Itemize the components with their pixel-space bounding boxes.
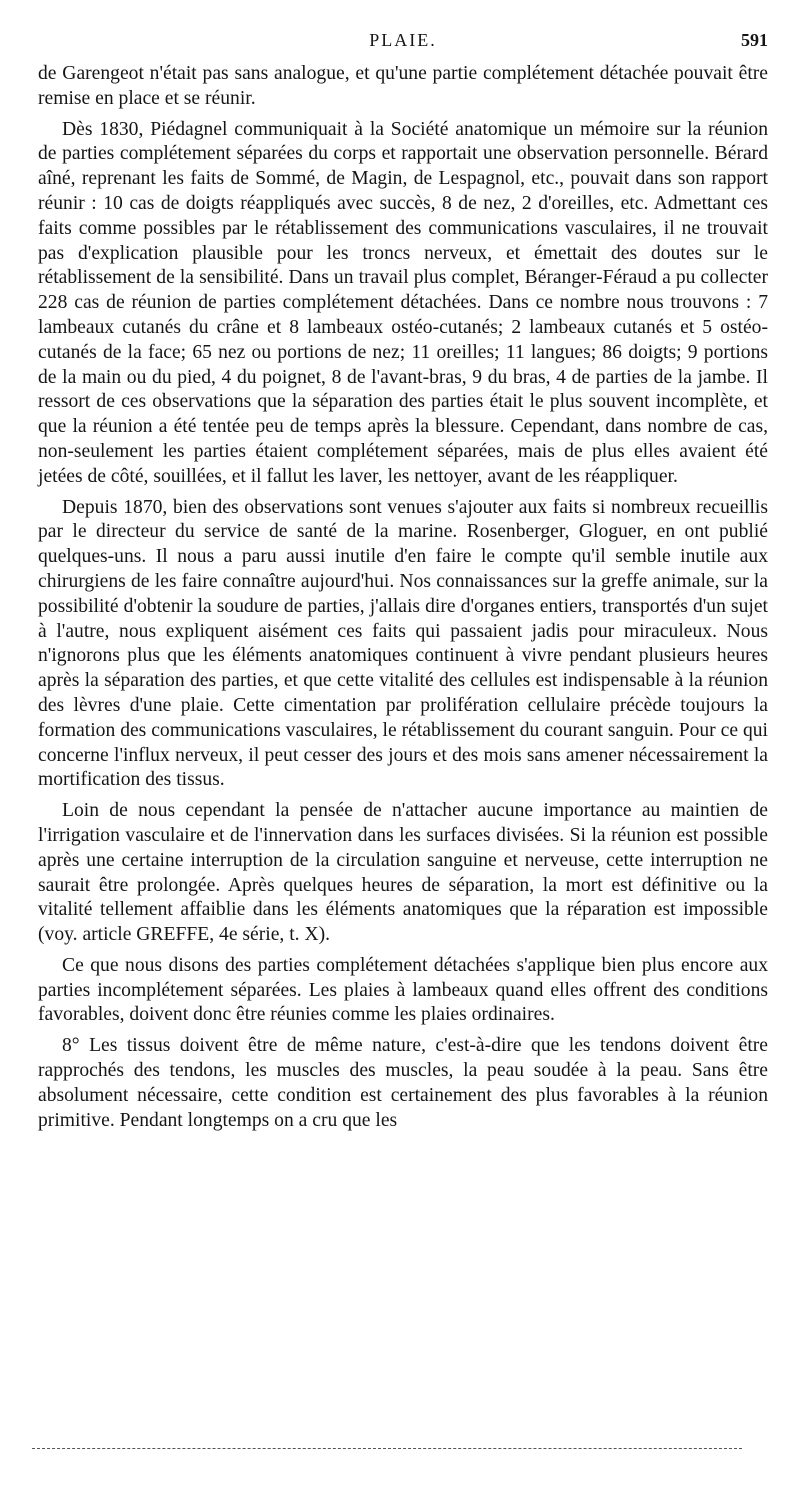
paragraph-5: Ce que nous disons des parties complétement détachées s'applique bien plus encore aux parties incomplétement séparées. Les plaies à lambeaux quand elles offrent des conditions favorables, doivent donc être réunies comme les plaies ordinaires.: [38, 954, 768, 1026]
paragraph-2: Dès 1830, Piédagnel communiquait à la Société anatomique un mémoire sur la réunion de parties complétement séparées du corps et rapportait une observation personnelle. Bérard aîné, reprenant les faits de Sommé, de Magin, de Lespagnol, etc., pouvait dans son rapport réunir : 10 cas de doigts réappliqués avec succès, 8 de nez, 2 d'oreilles, etc. Admettant ces faits comme possibles par le rétablissement des communications vasculaires, il ne trouvait pas d'explication plausible pour les troncs nerveux, et émettait des doutes sur le rétablissement de la sensibilité. Dans un travail plus complet, Béranger-Féraud a pu collecter 228 cas de réunion de parties complétement détachées. Dans ce nombre nous trouvons : 7 lambeaux cutanés du crâne et 8 lambeaux ostéo-cutanés; 2 lambeaux cutanés et 5 ostéo-cutanés de la face; 65 nez ou portions de nez; 11 oreilles; 11 langues; 86 doigts; 9 portions de la main ou du pied, 4 du poignet, 8 de l'avant-bras, 9 du bras, 4 de parties de la jambe. Il ressort de ces observations que la séparation des parties était le plus souvent incomplète, et que la réunion a été tentée peu de temps après la blessure. Cependant, dans nombre de cas, non-seulement les parties étaient complétement séparées, mais de plus elles avaient été jetées de côté, souillées, et il fallut les laver, les nettoyer, avant de les réappliquer.: [38, 118, 768, 487]
body-text: [38, 62, 768, 1133]
paragraph-3: Depuis 1870, bien des observations sont venues s'ajouter aux faits si nombreux recueillis par le directeur du service de santé de la marine. Rosenberger, Gloguer, en ont publié quelques-uns. Il nous a paru aussi inutile d'en faire le compte qu'il semble inutile aux chirurgiens de les faire connaître aujourd'hui. Nos connaissances sur la greffe animale, sur la possibilité d'obtenir la soudure de parties, j'allais dire d'organes entiers, transportés d'un sujet à l'autre, nous expliquent aisément ces faits qui passaient jadis pour miraculeux. Nous n'ignorons plus que les éléments anatomiques continuent à vivre pendant plusieurs heures après la séparation des parties, et que cette vitalité des cellules est indispensable à la réunion des lèvres d'une plaie. Cette cimentation par prolifération cellulaire précède toujours la formation des communications vasculaires, le rétablissement du courant sanguin. Pour ce qui concerne l'influx nerveux, il peut cesser des jours et des mois sans amener nécessairement la mortification des tissus.: [38, 496, 768, 791]
page-number: 591: [741, 30, 768, 50]
paragraph-4: Loin de nous cependant la pensée de n'attacher aucune importance au maintien de l'irrigation vasculaire et de l'innervation dans les surfaces divisées. Si la réunion est possible après une certaine interruption de la circulation sanguine et nerveuse, cette interruption ne saurait être prolongée. Après quelques heures de séparation, la mort est définitive ou la vitalité tellement affaiblie dans les éléments anatomiques que la réparation est impossible (voy. article GREFFE, 4e série, t. X).: [38, 800, 768, 946]
paragraph-6: 8° Les tissus doivent être de même nature, c'est-à-dire que les tendons doivent être rapprochés des tendons, les muscles des muscles, la peau soudée à la peau. Sans être absolument nécessaire, cette condition est certainement des plus favorables à la réunion primitive. Pendant longtemps on a cru que les: [38, 1035, 768, 1131]
running-head: [38, 26, 768, 54]
footer-rule: [32, 1448, 742, 1449]
paragraph-1: de Garengeot n'était pas sans analogue, et qu'une partie complétement détachée pouvait être remise en place et se réunir.: [38, 63, 768, 109]
page: [38, 26, 768, 1133]
running-title: PLAIE.: [369, 30, 437, 50]
